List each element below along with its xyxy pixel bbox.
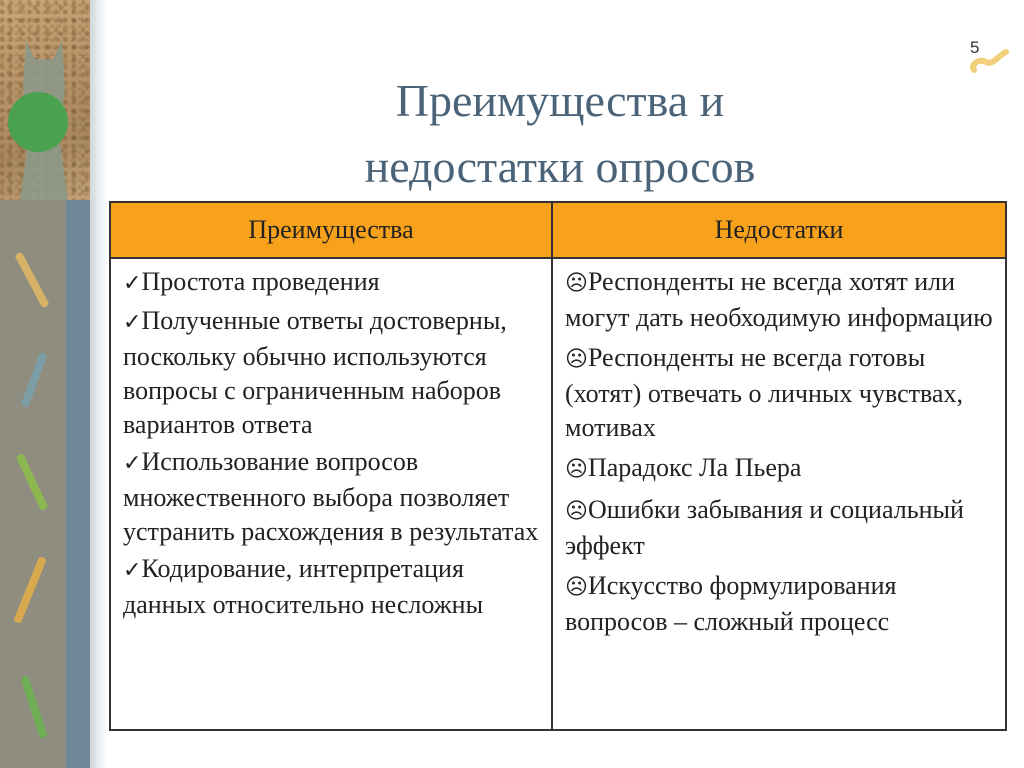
green-ball-icon [8, 92, 68, 152]
slide-number: 5 [970, 38, 980, 57]
advantages-column [111, 259, 553, 729]
list-item: ✓Простота проведения [123, 267, 380, 296]
frown-face-icon: ☹ [565, 271, 588, 296]
header-advantages: Преимущества [111, 203, 553, 259]
checkmark-icon: ✓ [123, 558, 142, 583]
list-item: ✓Кодирование, интерпретация данных относительно несложны [123, 554, 484, 619]
list-item: ☹Респонденты не всегда готовы (хотят) отвечать о личных чувствах, мотивах [565, 343, 963, 442]
list-item: ☹Ошибки забывания и социальный эффект [565, 495, 964, 560]
list-item: ☹Искусство формулирования вопросов – сложный процесс [565, 571, 897, 636]
title-line-2: недостатки опросов [364, 141, 756, 192]
frown-face-icon: ☹ [565, 499, 588, 524]
header-disadvantages: Недостатки [553, 203, 1005, 259]
swirl-icon [968, 46, 1012, 76]
frown-face-icon: ☹ [565, 457, 588, 482]
frown-face-icon: ☹ [565, 575, 588, 600]
frown-face-icon: ☹ [565, 347, 588, 372]
blue-band [66, 200, 90, 768]
slide-title [200, 68, 920, 200]
list-item: ☹Парадокс Ла Пьера [565, 453, 802, 482]
comparison-table [109, 201, 1007, 731]
list-item: ✓Полученные ответы достоверны, поскольку обычно используются вопросы с ограниченным наборов вариантов ответа [123, 306, 507, 439]
checkmark-icon: ✓ [123, 271, 142, 296]
divider-gradient [90, 0, 108, 768]
disadvantages-column [553, 259, 1005, 729]
checkmark-icon: ✓ [123, 451, 142, 476]
checkmark-icon: ✓ [123, 310, 142, 335]
list-item: ✓Использование вопросов множественного выбора позволяет устранить расхождения в результатах [123, 447, 539, 546]
list-item: ☹Респонденты не всегда хотят или могут дать необходимую информацию [565, 267, 993, 332]
title-line-1: Преимущества и [395, 75, 725, 126]
